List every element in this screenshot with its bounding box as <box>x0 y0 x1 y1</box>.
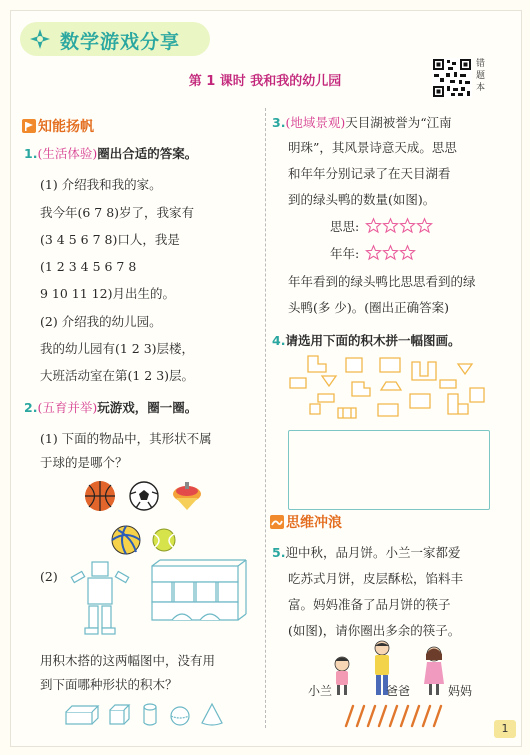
q1-header: 1.(生活体验)圈出合适的答案。 <box>24 146 198 161</box>
cylinder-icon[interactable] <box>144 704 156 725</box>
block-piece[interactable] <box>318 394 334 402</box>
column-divider <box>265 108 266 728</box>
block-piece[interactable] <box>338 408 356 418</box>
soccer-ball-icon[interactable] <box>130 482 158 510</box>
sparkle-icon <box>30 29 50 49</box>
block-piece[interactable] <box>290 378 306 388</box>
block-piece[interactable] <box>448 394 468 414</box>
block-piece[interactable] <box>308 356 326 372</box>
chopstick[interactable] <box>368 706 375 726</box>
q5-header: 5.迎中秋，品月饼。小兰一家都爱 <box>272 545 461 560</box>
star-icon <box>383 245 398 260</box>
star-icon <box>383 218 398 233</box>
chopstick[interactable] <box>379 706 386 726</box>
q2-line: 到下面哪种形状的积木？ <box>40 677 178 692</box>
q5-line: (如图)，请你圈出多余的筷子。 <box>288 623 461 638</box>
section-heading-thinking: 思维冲浪 <box>270 512 342 532</box>
block-piece[interactable] <box>346 358 362 372</box>
qr-code-icon[interactable] <box>432 58 472 98</box>
q2-line: 于球的是哪个？ <box>40 455 128 470</box>
mama-label: 妈妈 <box>448 684 473 698</box>
q1-line: (2) 介绍我的幼儿园。 <box>40 314 162 329</box>
cuboid-icon[interactable] <box>66 706 98 724</box>
q3-header: 3.(地域景观)天目湖被誉为“江南 <box>272 115 452 130</box>
block-figures <box>62 558 262 644</box>
q2-header: 2.(五育并举)玩游戏，圈一圈。 <box>24 400 198 415</box>
chopstick[interactable] <box>390 706 397 726</box>
q1-line: (3 4 5 6 7 8)口人，我是 <box>40 232 180 247</box>
q3-line: 头鸭(多 少)。(圈出正确答案) <box>288 300 449 315</box>
mama-figure <box>424 647 444 695</box>
section-heading-basic: 知能扬帆 <box>22 116 94 136</box>
block-piece[interactable] <box>381 382 401 390</box>
chopstick[interactable] <box>423 706 430 726</box>
block-piece[interactable] <box>378 404 398 416</box>
star-icon <box>366 245 381 260</box>
ball-items <box>84 480 214 560</box>
chopstick[interactable] <box>401 706 408 726</box>
q3-line: 明珠”，其风景诗意天成。思思 <box>288 140 457 155</box>
q3-line: 和年年分别记录了在天目湖看 <box>288 166 451 181</box>
chopstick[interactable] <box>346 706 353 726</box>
qr-label: 错 题 本 <box>476 59 486 93</box>
title-banner <box>20 22 210 56</box>
star-icon <box>366 218 381 233</box>
q1-line: 我今年(6 7 8)岁了，我家有 <box>40 205 195 220</box>
block-robot-figure[interactable] <box>71 562 128 634</box>
q1-line: (1) 介绍我和我的家。 <box>40 177 162 192</box>
cube-icon[interactable] <box>110 705 129 724</box>
block-piece[interactable] <box>322 376 336 386</box>
q4-header: 4.请选用下面的积木拼一幅图画。 <box>272 333 461 348</box>
lesson-title: 第 1 课时 我和我的幼儿园 <box>188 74 342 89</box>
q5-line: 富。妈妈准备了品月饼的筷子 <box>288 597 451 612</box>
niannian-star-row <box>366 245 417 264</box>
q2-part2-label: (2) <box>40 569 58 584</box>
block-piece[interactable] <box>440 380 456 388</box>
block-piece[interactable] <box>458 364 472 374</box>
page-number: 1 <box>494 720 516 738</box>
banner-title: 数学游戏分享 <box>60 31 181 53</box>
flag-icon <box>22 119 36 133</box>
wave-icon <box>270 515 284 529</box>
chopstick[interactable] <box>412 706 419 726</box>
q1-line: 9 10 11 12)月出生的。 <box>40 286 175 301</box>
q1-line: 我的幼儿园有(1 2 3)层楼， <box>40 341 195 356</box>
chopstick[interactable] <box>357 706 364 726</box>
block-pieces <box>288 354 488 420</box>
q3-line: 到的绿头鸭的数量(如图)。 <box>288 192 436 207</box>
xiaolan-label: 小兰 <box>308 684 333 698</box>
q2-line: (1) 下面的物品中，其形状不属 <box>40 431 212 446</box>
block-castle-figure[interactable] <box>152 560 246 620</box>
tennis-ball-icon[interactable] <box>153 529 175 551</box>
block-piece[interactable] <box>410 394 430 408</box>
solid-shapes <box>66 702 236 728</box>
chopstick-group <box>340 704 450 728</box>
q2-line: 用积木搭的这两幅图中，没有用 <box>40 653 216 668</box>
block-piece[interactable] <box>412 362 436 380</box>
baba-label: 爸爸 <box>386 684 411 698</box>
block-piece[interactable] <box>470 388 484 402</box>
star-icon <box>417 218 432 233</box>
q5-line: 吃苏式月饼，皮层酥松，馅料丰 <box>288 571 464 586</box>
xiaolan-figure <box>335 657 349 695</box>
cone-icon[interactable] <box>202 704 222 725</box>
sisi-label: 思思: <box>330 219 360 234</box>
niannian-label: 年年: <box>330 246 360 261</box>
q3-line: 年年看到的绿头鸭比思思看到的绿 <box>288 274 476 289</box>
sphere-icon[interactable] <box>171 707 189 725</box>
sisi-star-row <box>366 218 434 237</box>
volleyball-icon[interactable] <box>112 526 140 554</box>
star-icon <box>400 245 415 260</box>
chopstick[interactable] <box>434 706 441 726</box>
q1-line: 大班活动室在第(1 2 3)层。 <box>40 368 195 383</box>
basketball-icon[interactable] <box>85 481 115 511</box>
block-piece[interactable] <box>352 382 370 396</box>
block-piece[interactable] <box>380 358 400 372</box>
star-icon <box>400 218 415 233</box>
drawing-answer-box[interactable] <box>288 430 490 510</box>
block-piece[interactable] <box>310 404 320 414</box>
q1-line: (1 2 3 4 5 6 7 8 <box>40 259 137 274</box>
spinning-top-icon[interactable] <box>173 482 201 510</box>
